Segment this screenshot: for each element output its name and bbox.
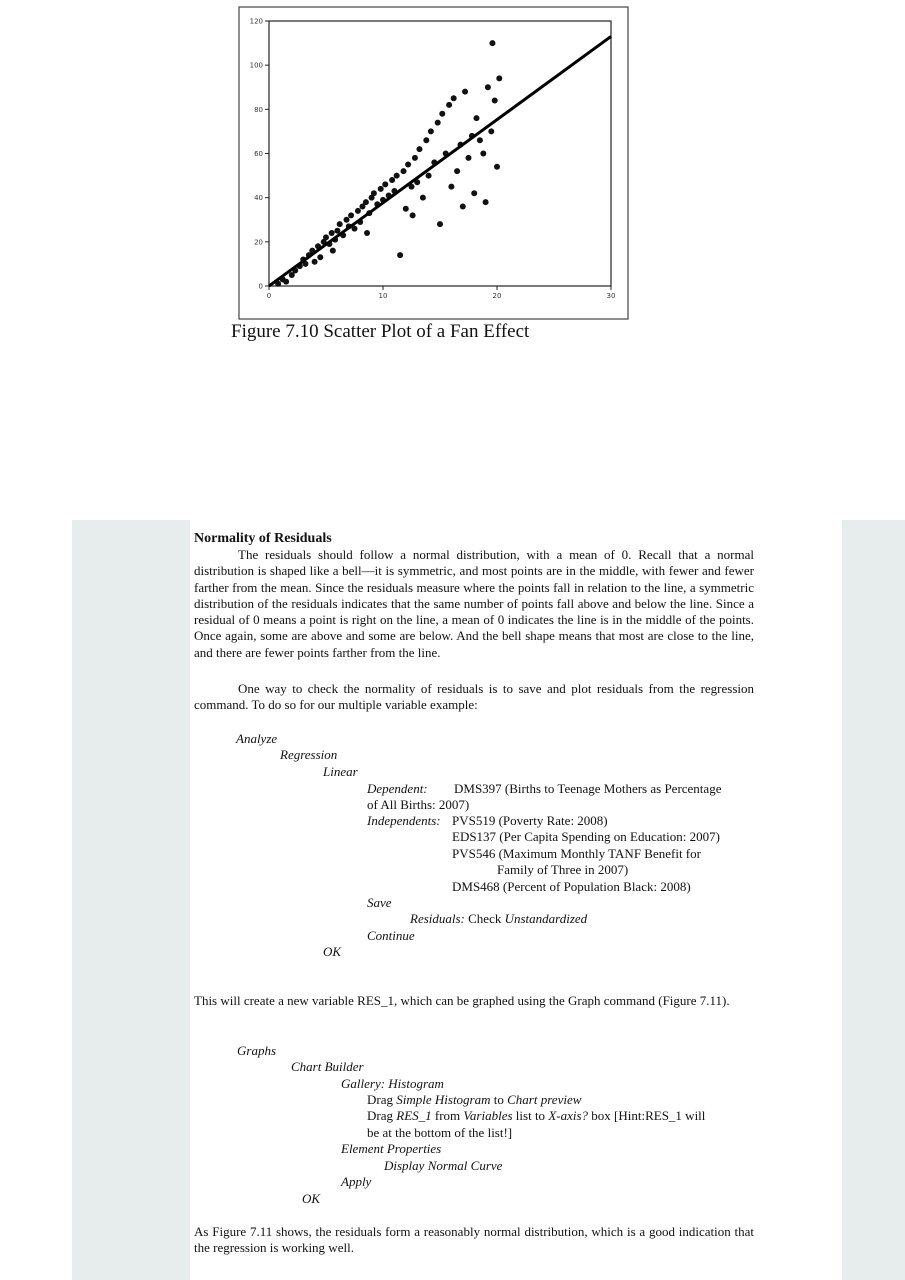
- menu-gallery: Gallery: Histogram: [341, 1076, 444, 1091]
- dependent-value-cont: of All Births: 2007): [367, 797, 470, 812]
- x-axis-box: X-axis?: [548, 1108, 589, 1123]
- data-point: [401, 168, 407, 174]
- data-point: [485, 84, 491, 90]
- data-point: [323, 234, 329, 240]
- hint-text-cont: be at the bottom of the list!]: [367, 1125, 513, 1140]
- hint-text: box [Hint:RES_1 will: [591, 1108, 706, 1123]
- data-point: [496, 75, 502, 81]
- independent-3: PVS546 (Maximum Monthly TANF Benefit for: [452, 846, 701, 861]
- data-point: [492, 98, 498, 104]
- data-point: [454, 168, 460, 174]
- data-point: [423, 137, 429, 143]
- data-point: [283, 279, 289, 285]
- menu-ok-2: OK: [302, 1191, 321, 1206]
- data-point: [494, 164, 500, 170]
- data-point: [420, 195, 426, 201]
- data-point: [451, 95, 457, 101]
- menu-ok: OK: [323, 944, 342, 959]
- paragraph-normality: [194, 547, 754, 661]
- y-tick-label: 100: [249, 61, 263, 70]
- figure-caption: Figure 7.10 Scatter Plot of a Fan Effect: [231, 321, 530, 342]
- data-point: [426, 173, 432, 179]
- data-point: [460, 204, 466, 210]
- data-point: [473, 115, 479, 121]
- data-point: [437, 221, 443, 227]
- variables-list: Variables: [463, 1108, 513, 1123]
- data-point: [337, 221, 343, 227]
- data-point: [412, 155, 418, 161]
- chart-preview: Chart preview: [507, 1092, 582, 1107]
- paragraph-text: The residuals should follow a normal distribution, with a mean of 0. Recall that a normal distribution is shaped like a bell—it is symmetric, and most points are in the middle, with fewer and fewer farther from the mean. Since the residuals measure where the points fall in relation to the line, a symmetric distribution of the residuals indicates that the same number of points fall above and below the line. Since a residual of 0 means a point is right on the line, a mean of 0 indicates the line is in the middle of the points. Once again, some are above and some are below. And the bell shape means that most are close to the line, and there are fewer points farther from the line.: [194, 547, 754, 660]
- data-point: [389, 177, 395, 183]
- data-point: [435, 120, 441, 126]
- data-point: [488, 128, 494, 134]
- to-word: to: [493, 1092, 504, 1107]
- data-point: [394, 173, 400, 179]
- data-point: [446, 102, 452, 108]
- data-point: [477, 137, 483, 143]
- data-point: [489, 40, 495, 46]
- independents-label: Independents:: [367, 813, 441, 828]
- residuals-value: Unstandardized: [504, 911, 588, 926]
- data-point: [416, 146, 422, 152]
- data-point: [480, 151, 486, 157]
- menu-element-properties: Element Properties: [341, 1141, 442, 1156]
- data-point: [410, 212, 416, 218]
- data-point: [405, 162, 411, 168]
- data-point: [397, 252, 403, 258]
- data-point: [364, 230, 370, 236]
- independent-1: PVS519 (Poverty Rate: 2008): [452, 813, 608, 828]
- data-point: [428, 128, 434, 134]
- x-tick-label: 0: [266, 292, 272, 300]
- data-point: [355, 208, 361, 214]
- data-point: [363, 199, 369, 205]
- independent-4: DMS468 (Percent of Population Black: 2008): [452, 879, 691, 894]
- page-margin-right: [842, 520, 905, 1280]
- scatter-plot: [0, 0, 905, 360]
- data-point: [348, 212, 354, 218]
- data-point: [471, 190, 477, 196]
- data-point: [483, 199, 489, 205]
- menu-linear: Linear: [323, 764, 358, 779]
- menu-chart-builder: Chart Builder: [291, 1059, 364, 1074]
- data-point: [403, 206, 409, 212]
- simple-histogram: Simple Histogram: [396, 1092, 491, 1107]
- x-tick-label: 30: [606, 292, 616, 300]
- regression-line: [269, 36, 611, 286]
- y-tick-label: 40: [254, 194, 263, 203]
- menu-analyze: Analyze: [236, 731, 278, 746]
- y-tick-label: 80: [254, 105, 263, 114]
- menu-display-normal-curve: Display Normal Curve: [384, 1158, 503, 1173]
- drag-word: Drag: [367, 1092, 393, 1107]
- menu-continue: Continue: [367, 928, 415, 943]
- data-point: [466, 155, 472, 161]
- residuals-label: Residuals:: [410, 911, 465, 926]
- page-margin-left: [72, 520, 190, 1280]
- menu-apply: Apply: [341, 1174, 372, 1189]
- dependent-value: DMS397 (Births to Teenage Mothers as Percentage: [454, 781, 722, 796]
- data-point: [382, 181, 388, 187]
- y-tick-label: 60: [254, 150, 263, 158]
- menu-regression: Regression: [280, 747, 338, 762]
- dependent-label: Dependent:: [367, 781, 428, 796]
- independent-3-cont: Family of Three in 2007): [497, 862, 629, 877]
- drag-word: Drag: [367, 1108, 393, 1123]
- y-tick-label: 0: [258, 282, 263, 291]
- residuals-instruction: [410, 911, 587, 927]
- x-tick-label: 10: [378, 292, 388, 300]
- paragraph-check: [194, 681, 754, 714]
- y-tick-label: 120: [249, 17, 263, 26]
- from-word: from: [434, 1108, 461, 1123]
- data-point: [371, 190, 377, 196]
- data-point: [344, 217, 350, 223]
- list-to-word: list to: [515, 1108, 546, 1123]
- drag-instruction-1: [367, 1092, 581, 1108]
- residuals-check: Check: [468, 911, 502, 926]
- data-point: [462, 89, 468, 95]
- data-point: [330, 248, 336, 254]
- data-point: [378, 186, 384, 192]
- menu-graphs: Graphs: [237, 1043, 277, 1058]
- independent-2: EDS137 (Per Capita Spending on Education: 2007): [452, 829, 720, 844]
- paragraph-res1: This will create a new variable RES_1, which can be graphed using the Graph command (Figure 7.11).: [194, 993, 730, 1008]
- data-point: [329, 230, 335, 236]
- paragraph-conclusion: As Figure 7.11 shows, the residuals form a reasonably normal distribution, which is a good indication that the regression is working well.: [194, 1224, 754, 1256]
- data-point: [439, 111, 445, 117]
- paragraph-text: One way to check the normality of residuals is to save and plot residuals from the regression command. To do so for our multiple variable example:: [194, 681, 754, 713]
- drag-instruction-2: [367, 1108, 705, 1124]
- data-point: [317, 254, 323, 260]
- figure-7-10: [0, 0, 905, 360]
- menu-save: Save: [367, 895, 392, 910]
- res1-variable: RES_1: [396, 1108, 432, 1123]
- data-point: [312, 259, 318, 265]
- x-tick-label: 20: [492, 292, 502, 300]
- data-point: [448, 184, 454, 190]
- section-heading: Normality of Residuals: [194, 531, 332, 546]
- y-tick-label: 20: [254, 238, 263, 247]
